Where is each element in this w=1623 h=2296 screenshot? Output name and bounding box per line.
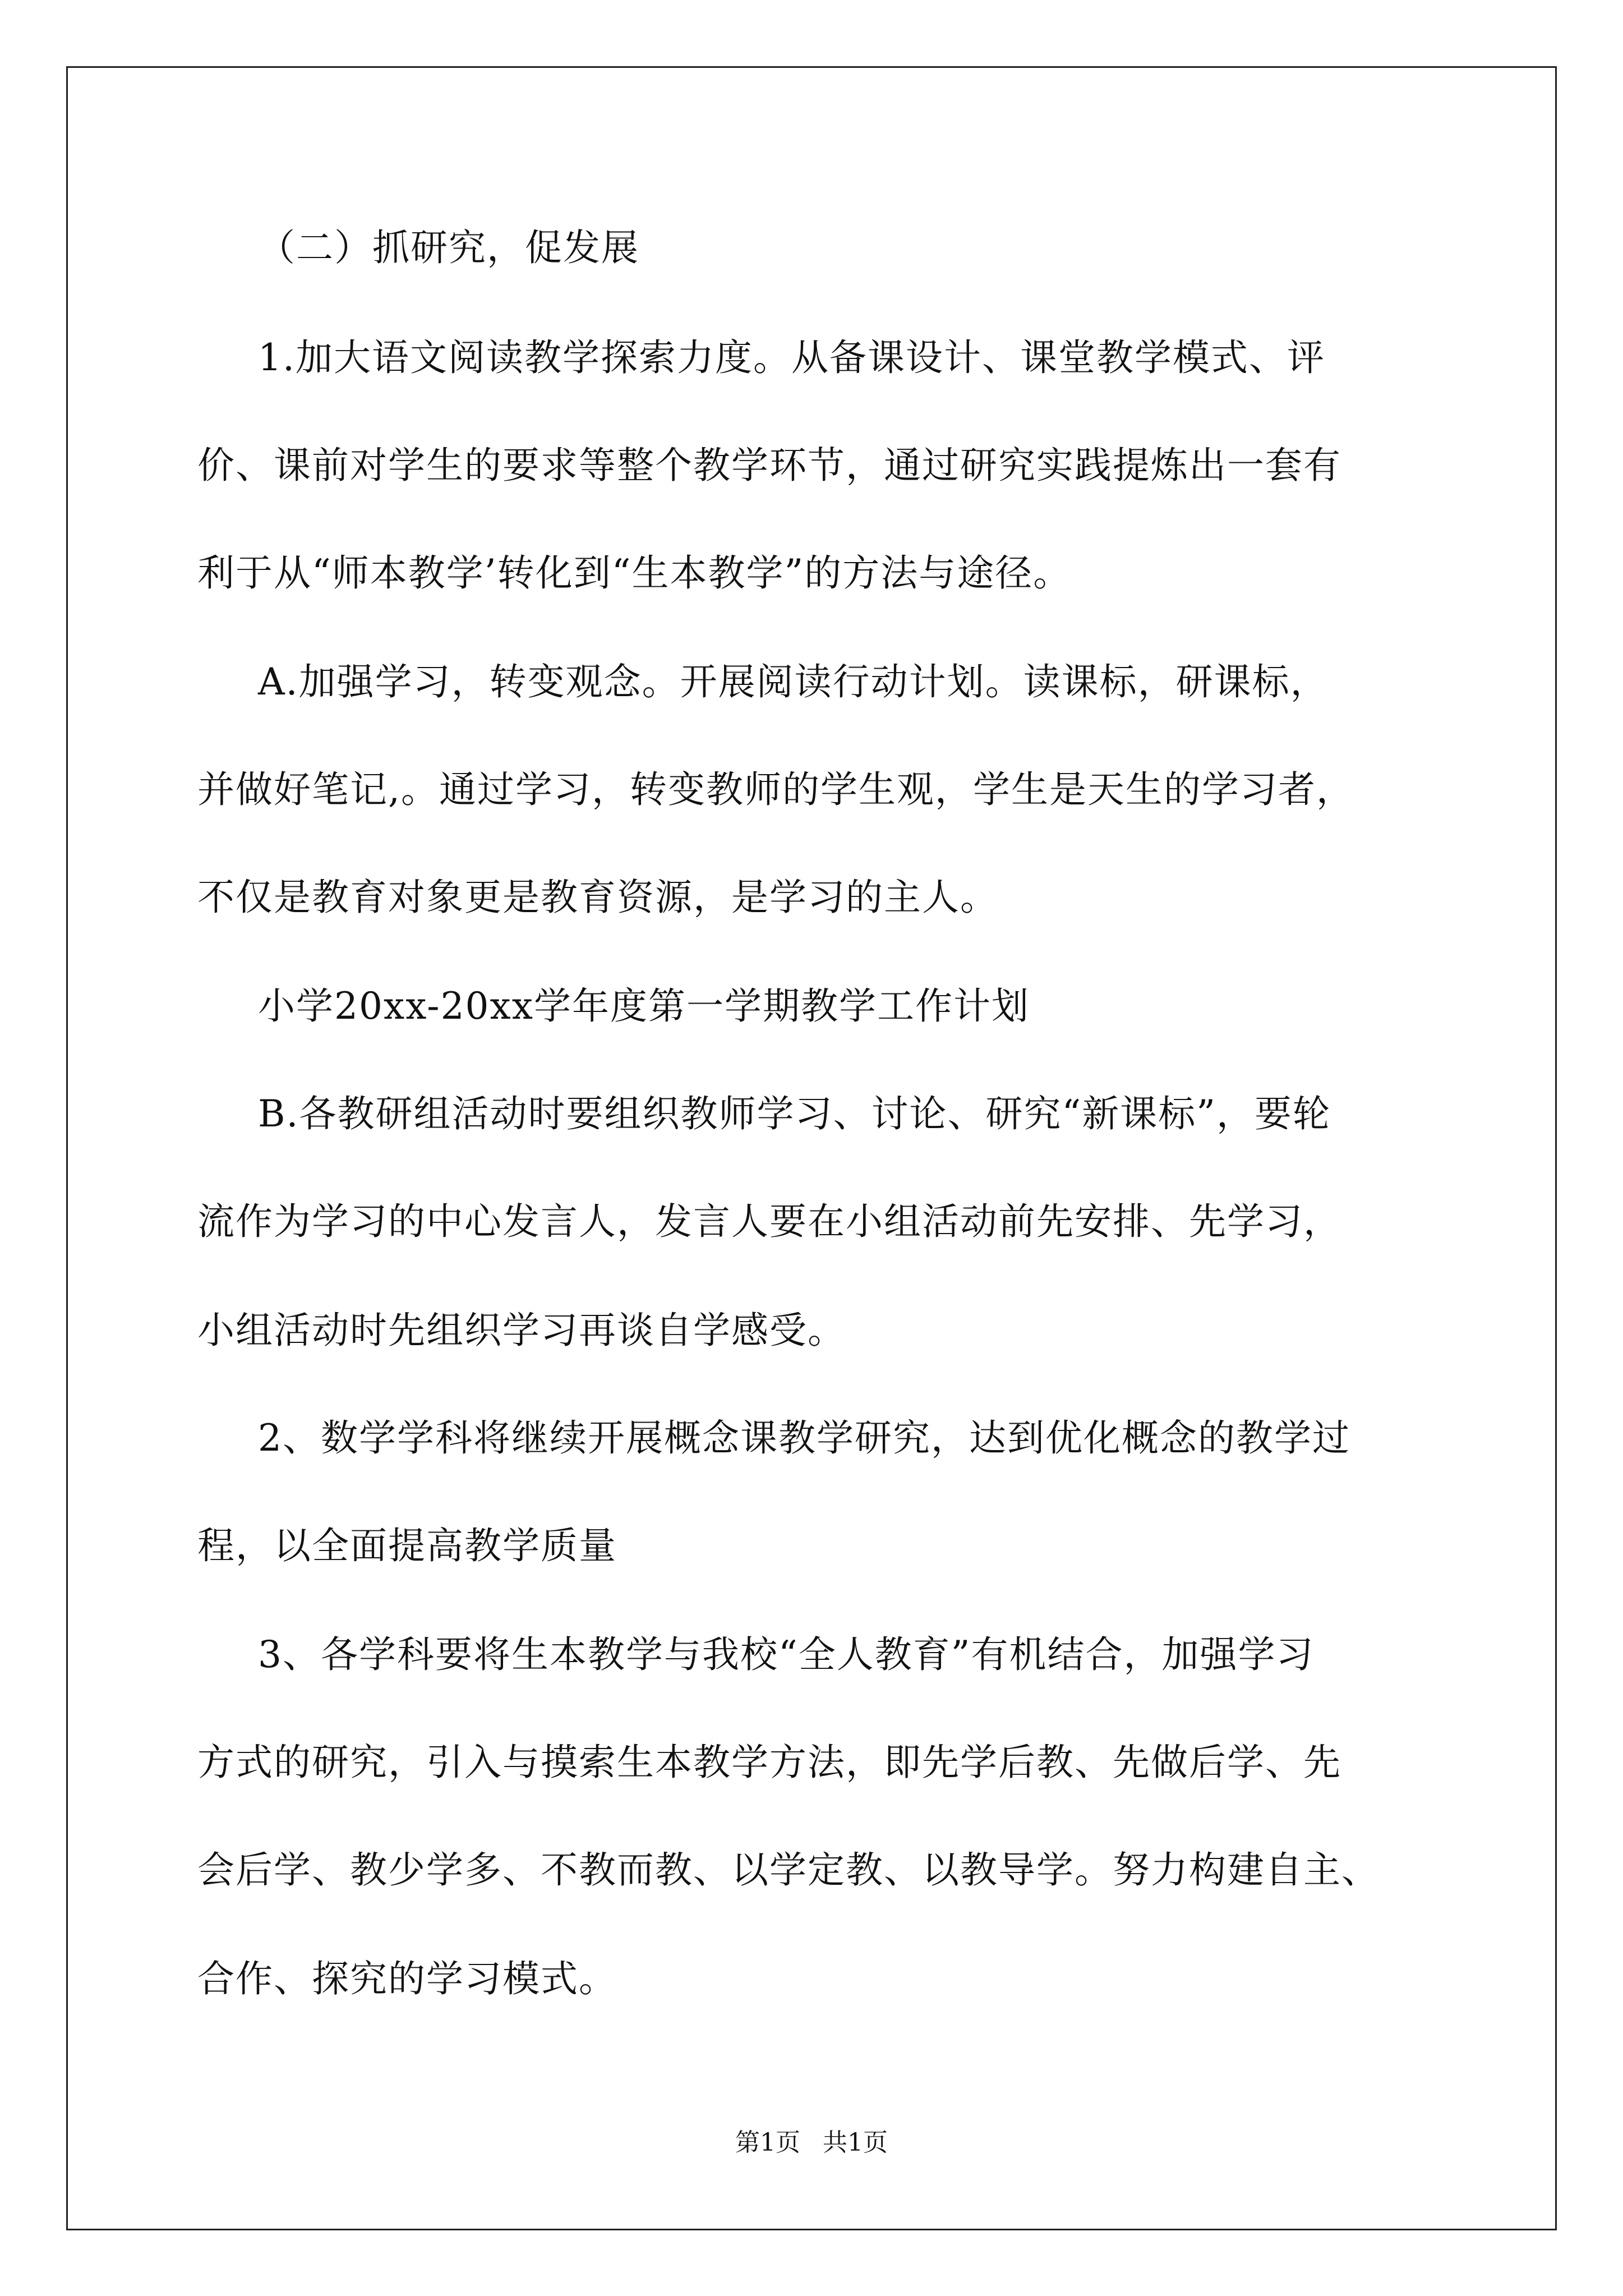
- page-number-total: 共1页: [823, 2128, 888, 2157]
- paragraph-line: 不仅是教育对象更是教育资源，是学习的主人。: [197, 876, 998, 919]
- paragraph-line: A.加强学习，转变观念。开展阅读行动计划。读课标，研课标，: [258, 660, 1329, 703]
- paragraph-line: 2、数学学科将继续开展概念课教学研究，达到优化概念的教学过: [258, 1416, 1350, 1460]
- paragraph-line: 会后学、教少学多、不教而教、以学定教、以教导学。努力构建自主、: [197, 1848, 1380, 1892]
- paragraph-line: 并做好笔记,。通过学习，转变教师的学生观，学生是天生的学习者，: [197, 768, 1354, 811]
- paragraph-line: 利于从“师本教学’转化到“生本教学”的方法与途径。: [197, 551, 1072, 595]
- paragraph-line: 价、课前对学生的要求等整个教学环节，通过研究实践提炼出一套有: [197, 444, 1341, 487]
- paragraph-line: 3、各学科要将生本教学与我校“全人教育”有机结合，加强学习: [258, 1633, 1315, 1676]
- page-number-current: 第1页: [735, 2128, 800, 2157]
- paragraph-line: 流作为学习的中心发言人，发言人要在小组活动前先安排、先学习，: [197, 1200, 1341, 1243]
- paragraph-line: 程，以全面提高教学质量: [197, 1524, 617, 1567]
- paragraph-line: B.各教研组活动时要组织教师学习、讨论、研究“新课标”，要轮: [258, 1092, 1331, 1135]
- paragraph-line: 1.加大语文阅读教学探索力度。从备课设计、课堂教学模式、评: [258, 336, 1325, 379]
- inline-title: 小学20xx-20xx学年度第一学期教学工作计划: [258, 984, 1030, 1028]
- page-footer: [0, 2126, 1623, 2160]
- page-border: [66, 66, 1557, 2230]
- paragraph-line: 小组活动时先组织学习再谈自学感受。: [197, 1309, 846, 1352]
- paragraph-line: 方式的研究，引入与摸索生本教学方法，即先学后教、先做后学、先: [197, 1741, 1341, 1784]
- section-heading: （二）抓研究，促发展: [258, 226, 639, 269]
- paragraph-line: 合作、探究的学习模式。: [197, 1957, 617, 2000]
